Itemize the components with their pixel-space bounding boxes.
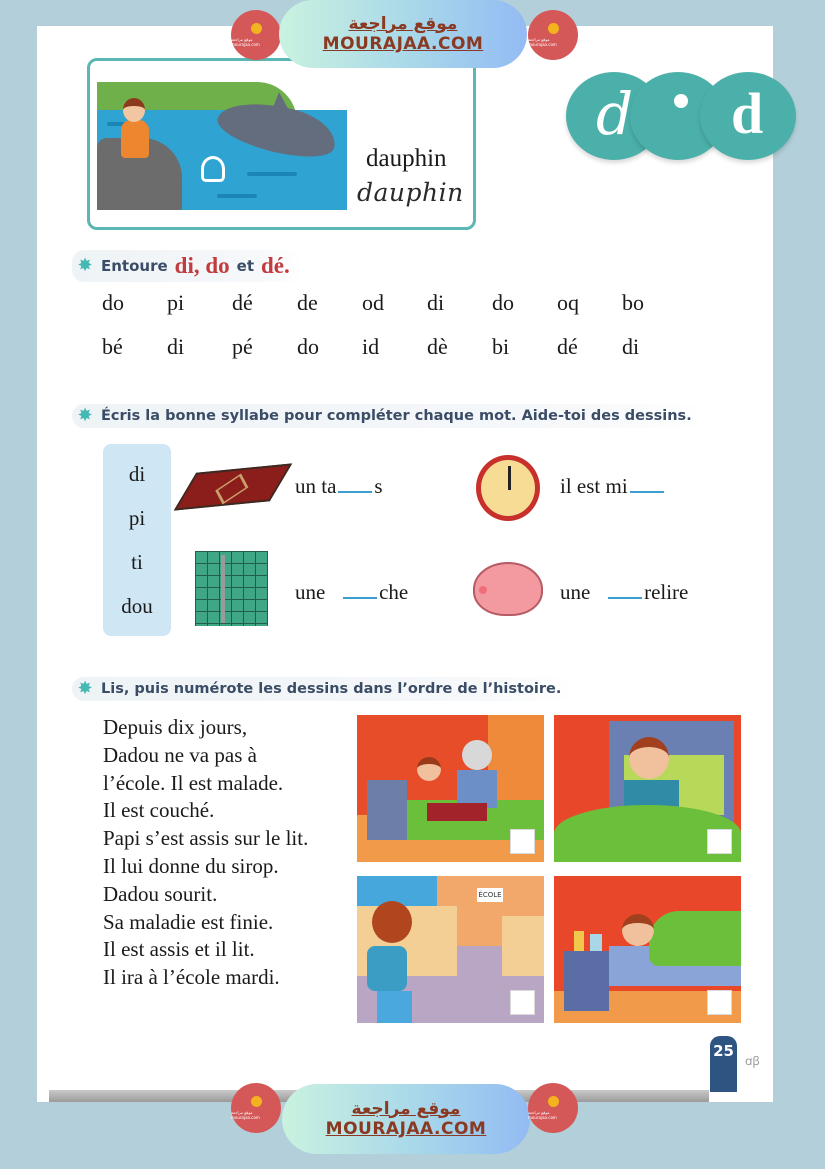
mourajaa-logo: موقع مراجعة mourajaa.com xyxy=(528,1083,578,1133)
letter-cursive: d xyxy=(596,80,634,148)
syllable-grid xyxy=(102,290,687,360)
star-bullet-icon: ✸ xyxy=(77,678,93,699)
logo-book-icon xyxy=(548,1096,559,1107)
letter-badge xyxy=(566,72,773,162)
mourajaa-logo: موقع مراجعة mourajaa.com xyxy=(528,10,578,60)
story-text: Depuis dix jours, Dadou ne va pas à l’école. Il est malade. Il est couché. Papi s’est assis sur le lit. Il lui donne du sirop. Dadou sourit. Sa maladie est finie. Il est assis et il lit. Il ira à l’école mardi. xyxy=(103,715,309,990)
keyword-print: dauphin xyxy=(366,145,447,172)
fill-item-piggy-bank: une relire xyxy=(560,580,689,604)
star-bullet-icon: ✸ xyxy=(77,405,93,426)
order-number-box[interactable] xyxy=(510,829,535,854)
letter-print: d xyxy=(731,81,764,146)
mourajaa-logo: موقع مراجعة mourajaa.com xyxy=(231,10,281,60)
logo-book-icon xyxy=(251,1096,262,1107)
fill-item-shower: une che xyxy=(295,580,409,604)
keyword-cursive: dauphin xyxy=(357,178,464,207)
bank-syllable: pi xyxy=(128,505,146,530)
story-picture-boy-reading xyxy=(554,715,741,862)
syllable[interactable]: di xyxy=(167,334,185,359)
answer-blank[interactable] xyxy=(630,477,664,493)
order-number-box[interactable] xyxy=(510,990,535,1015)
logo-book-icon xyxy=(548,23,559,34)
mourajaa-logo: موقع مراجعة mourajaa.com xyxy=(231,1083,281,1133)
syllable[interactable]: bo xyxy=(622,290,644,315)
answer-blank[interactable] xyxy=(338,477,372,493)
order-number-box[interactable] xyxy=(707,990,732,1015)
clock-picture xyxy=(476,455,540,521)
syllable[interactable]: do xyxy=(492,290,514,315)
syllable[interactable]: bi xyxy=(492,334,510,359)
letter-separator-dot xyxy=(674,94,688,108)
syllable[interactable]: di xyxy=(427,290,445,315)
fill-item-clock: il est mi xyxy=(560,474,666,499)
page-mark: ꭤꞵ xyxy=(745,1054,760,1068)
star-bullet-icon: ✸ xyxy=(77,255,93,276)
bank-syllable: ti xyxy=(131,549,143,574)
syllable-bank xyxy=(103,444,171,636)
answer-blank[interactable] xyxy=(343,583,377,599)
syllable[interactable]: oq xyxy=(557,290,579,315)
syllable[interactable]: do xyxy=(102,290,124,315)
dolphin-illustration xyxy=(97,82,347,210)
syllable[interactable]: dé xyxy=(557,334,578,359)
syllable[interactable]: bé xyxy=(102,334,123,359)
syllable[interactable]: de xyxy=(297,290,318,315)
exercise-1-instruction: ✸ Entoure di, do et dé. xyxy=(72,250,302,282)
piggy-bank-picture xyxy=(473,562,543,616)
syllable[interactable]: di xyxy=(622,334,640,359)
story-picture-grandpa-syrup xyxy=(357,715,544,862)
order-number-box[interactable] xyxy=(707,829,732,854)
shower-picture xyxy=(195,551,268,626)
syllable[interactable]: do xyxy=(297,334,319,359)
syllable[interactable]: dé xyxy=(232,290,253,315)
watermark-banner-bottom[interactable]: موقع مراجعة MOURAJAA.COM xyxy=(282,1084,530,1154)
page-number-tab: 25 xyxy=(710,1036,737,1092)
watermark-banner-top[interactable]: موقع مراجعة MOURAJAA.COM xyxy=(279,0,527,68)
syllable[interactable]: pi xyxy=(167,290,185,315)
story-picture-boy-sick xyxy=(554,876,741,1023)
fill-item-carpet: un ta s xyxy=(295,474,383,498)
school-sign: ÉCOLE xyxy=(477,888,503,902)
answer-blank[interactable] xyxy=(608,583,642,599)
syllable[interactable]: id xyxy=(362,334,380,359)
syllable[interactable]: dè xyxy=(427,334,448,359)
logo-book-icon xyxy=(251,23,262,34)
syllable[interactable]: od xyxy=(362,290,384,315)
story-picture-going-to-school xyxy=(357,876,544,1023)
syllable[interactable]: pé xyxy=(232,334,253,359)
bank-syllable: di xyxy=(128,461,146,486)
exercise-3-instruction: ✸ Lis, puis numérote les dessins dans l’ordre de l’histoire. xyxy=(72,677,573,701)
bank-syllable: dou xyxy=(121,593,153,618)
exercise-2-instruction: ✸ Écris la bonne syllabe pour compléter chaque mot. Aide-toi des dessins. xyxy=(72,404,704,428)
